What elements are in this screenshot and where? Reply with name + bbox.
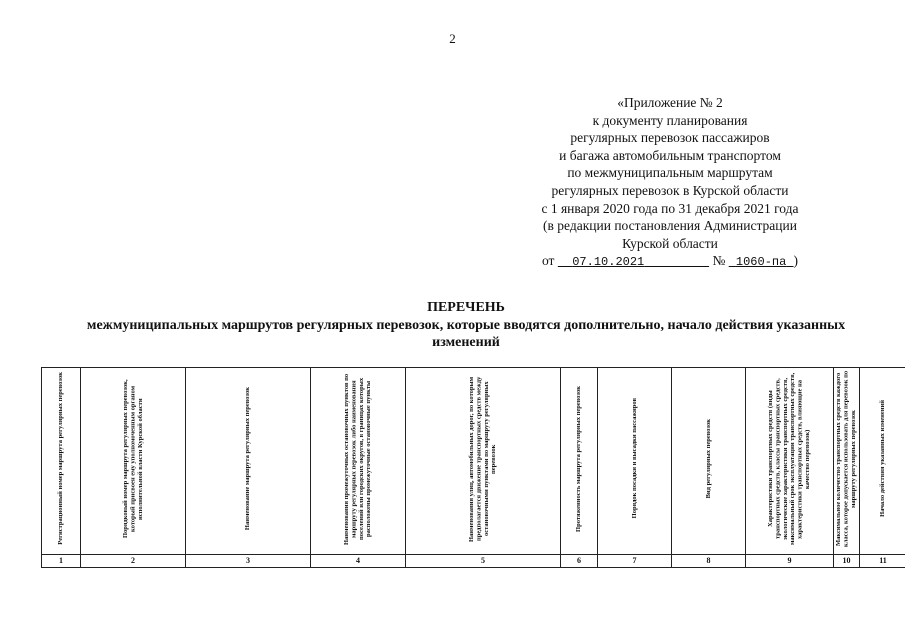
title-subtitle: межмуниципальных маршрутов регулярных перевозок, которые вводятся дополнительно, начало действия указанных изменений: [86, 317, 846, 350]
appendix-line: регулярных перевозок в Курской области: [551, 182, 789, 198]
resolution-number: 1060-па: [735, 255, 787, 270]
appendix-block: [520, 94, 820, 272]
resolution-date-line: [520, 252, 820, 272]
appendix-line: и багажа автомобильным транспортом: [559, 147, 781, 163]
appendix-line: с 1 января 2020 года по 31 декабря 2021 года: [541, 200, 799, 216]
appendix-line: Курской области: [622, 235, 718, 251]
appendix-line: к документу планирования: [592, 112, 748, 128]
resolution-date: 07.10.2021: [572, 255, 645, 270]
column-number: 1: [42, 555, 81, 568]
column-number: 3: [186, 555, 311, 568]
page-number: 2: [449, 31, 456, 46]
table-header-row: [42, 368, 905, 555]
column-number: 7: [598, 555, 672, 568]
column-number: 9: [746, 555, 834, 568]
title-heading: ПЕРЕЧЕНЬ: [427, 300, 505, 315]
appendix-line: «Приложение № 2: [617, 95, 723, 110]
column-header: Протяженность маршрута регулярных перевозок: [561, 368, 598, 555]
column-header: Наименование маршрута регулярных перевозок: [186, 368, 311, 555]
column-header: Порядок посадки и высадки пассажиров: [598, 368, 672, 555]
column-number: 6: [561, 555, 598, 568]
routes-table: [41, 367, 905, 568]
column-header: Максимальное количество транспортных средств каждого класса, которое допускается использовать для перевозок по маршруту регулярных перевозок: [834, 368, 860, 555]
column-header: Вид регулярных перевозок: [672, 368, 746, 555]
closing-paren: ): [793, 253, 799, 269]
column-header: Порядковый номер маршрута регулярных перевозок, который присвоен ему уполномоченным органом исполнительной власти Курской области: [81, 368, 186, 555]
document-title: [60, 299, 872, 352]
column-header: Наименования промежуточных остановочных пунктов по маршруту регулярных перевозок либо наименования поселений или городских округов, в границах которых расположены промежуточные остановочные пункты: [311, 368, 406, 555]
column-number-row: [42, 555, 905, 568]
column-header: Начало действия указанных изменений: [860, 368, 905, 555]
column-number: 4: [311, 555, 406, 568]
column-header: Характеристики транспортных средств (виды транспортных средств, классы транспортных средств, экологические характеристики транспортных средств, максимальный срок эксплуатации транспортных средств, характеристики транспортных средств, влияющие на качество перевозок): [746, 368, 834, 555]
appendix-line: регулярных перевозок пассажиров: [570, 130, 770, 146]
appendix-line: по межмуниципальным маршрутам: [567, 165, 773, 181]
column-header: Наименования улиц, автомобильных дорог, по которым предполагается движение транспортных средств между остановочными пунктами по маршруту регулярных перевозок: [406, 368, 561, 555]
column-header: Регистрационный номер маршрута регулярных перевозок: [42, 368, 81, 555]
appendix-line: (в редакции постановления Администрации: [543, 218, 797, 234]
column-number: 10: [834, 555, 860, 568]
date-prefix: от: [541, 253, 555, 269]
column-number: 2: [81, 555, 186, 568]
column-number: 11: [860, 555, 905, 568]
number-prefix: №: [712, 253, 726, 269]
column-number: 5: [406, 555, 561, 568]
column-number: 8: [672, 555, 746, 568]
